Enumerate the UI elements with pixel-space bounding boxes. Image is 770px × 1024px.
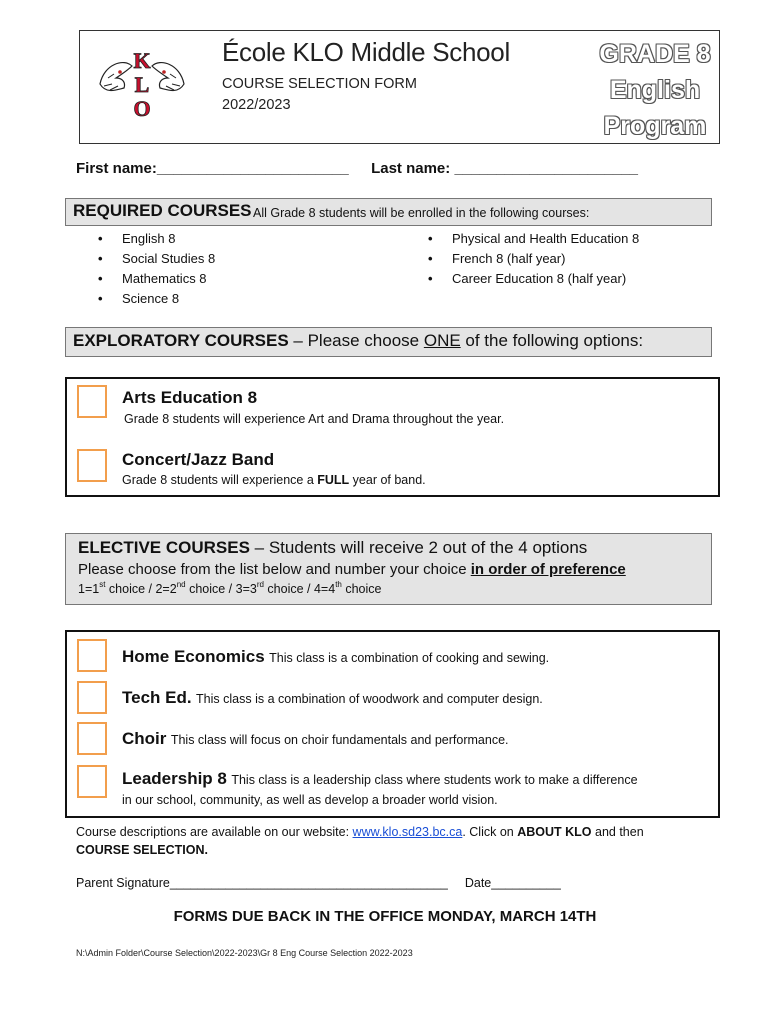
date-label: Date <box>464 876 492 890</box>
program-line: Program <box>603 112 707 140</box>
leadership-desc-line2: in our school, community, as well as develop a broader world vision. <box>122 793 498 807</box>
list-item: • Physical and Health Education 8 <box>428 229 639 249</box>
language-line: English <box>609 76 701 104</box>
tech-ed-row <box>122 688 543 708</box>
grade-line: GRADE 8 <box>599 40 711 68</box>
concert-band-checkbox[interactable] <box>77 449 107 482</box>
arts-education-desc: Grade 8 students will experience Art and Drama throughout the year. <box>124 412 505 426</box>
required-list-right <box>428 229 639 289</box>
elective-title: ELECTIVE COURSES <box>78 538 250 557</box>
note-text: . Click on <box>462 825 518 839</box>
list-item: • Social Studies 8 <box>98 249 215 269</box>
required-subtitle: All Grade 8 students will be enrolled in the following courses: <box>253 206 590 220</box>
rank-text: choice <box>341 582 382 596</box>
leadership-title: Leadership 8 <box>122 769 227 788</box>
elective-ranking <box>78 582 381 596</box>
elective-instruction-text: Please choose from the list below and number your choice <box>78 561 471 578</box>
list-item: • Career Education 8 (half year) <box>428 269 639 289</box>
course-selection-note: COURSE SELECTION. <box>76 843 208 857</box>
rank-sup: th <box>335 580 342 589</box>
rank-sup: rd <box>256 580 264 589</box>
leadership-row <box>122 769 638 789</box>
concert-band-title: Concert/Jazz Band <box>122 450 275 469</box>
about-klo: ABOUT KLO <box>517 825 592 839</box>
note-text: and then <box>591 825 644 839</box>
concert-band-desc-post: year of band. <box>349 473 426 487</box>
hawk-left-icon <box>100 63 132 91</box>
klo-logo <box>94 44 190 124</box>
first-name-field[interactable]: _______________________ <box>156 160 349 177</box>
last-name-label: Last name: <box>371 160 451 177</box>
arts-education-title: Arts Education 8 <box>122 388 258 407</box>
leadership-desc: This class is a leadership class where students work to make a difference <box>231 773 638 787</box>
concert-band-desc <box>122 473 426 487</box>
rank-text: choice / 3=3 <box>185 582 257 596</box>
website-link[interactable]: www.klo.sd23.bc.ca <box>352 825 463 839</box>
exploratory-instruction-tail: of the following options: <box>460 331 644 350</box>
elective-instruction <box>78 561 626 578</box>
rank-text: choice / 2=2 <box>105 582 177 596</box>
arts-education-checkbox[interactable] <box>77 385 107 418</box>
elective-title-tail: – Students will receive 2 out of the 4 options <box>249 538 588 557</box>
choir-checkbox[interactable] <box>77 722 107 755</box>
elective-order-preference: in order of preference <box>470 561 626 578</box>
home-economics-title: Home Economics <box>122 647 265 666</box>
course-descriptions-note <box>76 825 644 839</box>
name-fields <box>76 160 638 177</box>
tech-ed-checkbox[interactable] <box>77 681 107 714</box>
first-name-label: First name: <box>76 160 157 177</box>
choir-title: Choir <box>122 729 167 748</box>
tech-ed-title: Tech Ed. <box>122 688 192 707</box>
exploratory-instruction: – Please choose <box>288 331 424 350</box>
list-item: • French 8 (half year) <box>428 249 639 269</box>
tech-ed-desc: This class is a combination of woodwork and computer design. <box>196 692 543 706</box>
logo-letter-o: O <box>133 96 151 121</box>
exploratory-title: EXPLORATORY COURSES <box>73 331 289 350</box>
rank-sup: st <box>99 580 106 589</box>
home-economics-desc: This class is a combination of cooking and sewing. <box>269 651 550 665</box>
concert-band-desc-pre: Grade 8 students will experience a <box>122 473 318 487</box>
signature-line <box>76 876 561 890</box>
choir-row <box>122 729 509 749</box>
grade-program <box>590 36 720 144</box>
logo-letter-l: L <box>134 72 150 97</box>
hawk-right-icon <box>152 63 184 91</box>
required-list-left <box>98 229 215 309</box>
rank-text: 1=1 <box>78 582 100 596</box>
home-economics-checkbox[interactable] <box>77 639 107 672</box>
choir-desc: This class will focus on choir fundamentals and performance. <box>170 733 509 747</box>
list-item: • English 8 <box>98 229 215 249</box>
list-item: • Mathematics 8 <box>98 269 215 289</box>
parent-signature-label: Parent Signature <box>76 876 170 890</box>
leadership-checkbox[interactable] <box>77 765 107 798</box>
date-field[interactable]: __________ <box>491 876 561 890</box>
exploratory-heading <box>73 331 643 351</box>
rank-text: choice / 4=4 <box>263 582 336 596</box>
list-item: • Science 8 <box>98 289 215 309</box>
due-date-notice: FORMS DUE BACK IN THE OFFICE MONDAY, MARCH 14TH <box>173 908 597 925</box>
note-text: Course descriptions are available on our website: <box>76 825 353 839</box>
concert-band-desc-bold: FULL <box>317 473 350 487</box>
school-name: École KLO Middle School <box>222 37 510 67</box>
required-title: REQUIRED COURSES <box>73 201 252 220</box>
logo-letter-k: K <box>133 48 151 73</box>
file-path: N:\Admin Folder\Course Selection\2022-2023\Gr 8 Eng Course Selection 2022-2023 <box>76 948 413 958</box>
school-year: 2022/2023 <box>222 97 291 113</box>
elective-heading <box>78 538 587 558</box>
parent-signature-field[interactable]: ________________________________________ <box>169 876 448 890</box>
rank-sup: nd <box>176 580 186 589</box>
home-economics-row <box>122 647 549 667</box>
last-name-field[interactable]: ______________________ <box>454 160 638 177</box>
form-title: COURSE SELECTION FORM <box>222 76 417 92</box>
exploratory-one: ONE <box>423 331 461 350</box>
